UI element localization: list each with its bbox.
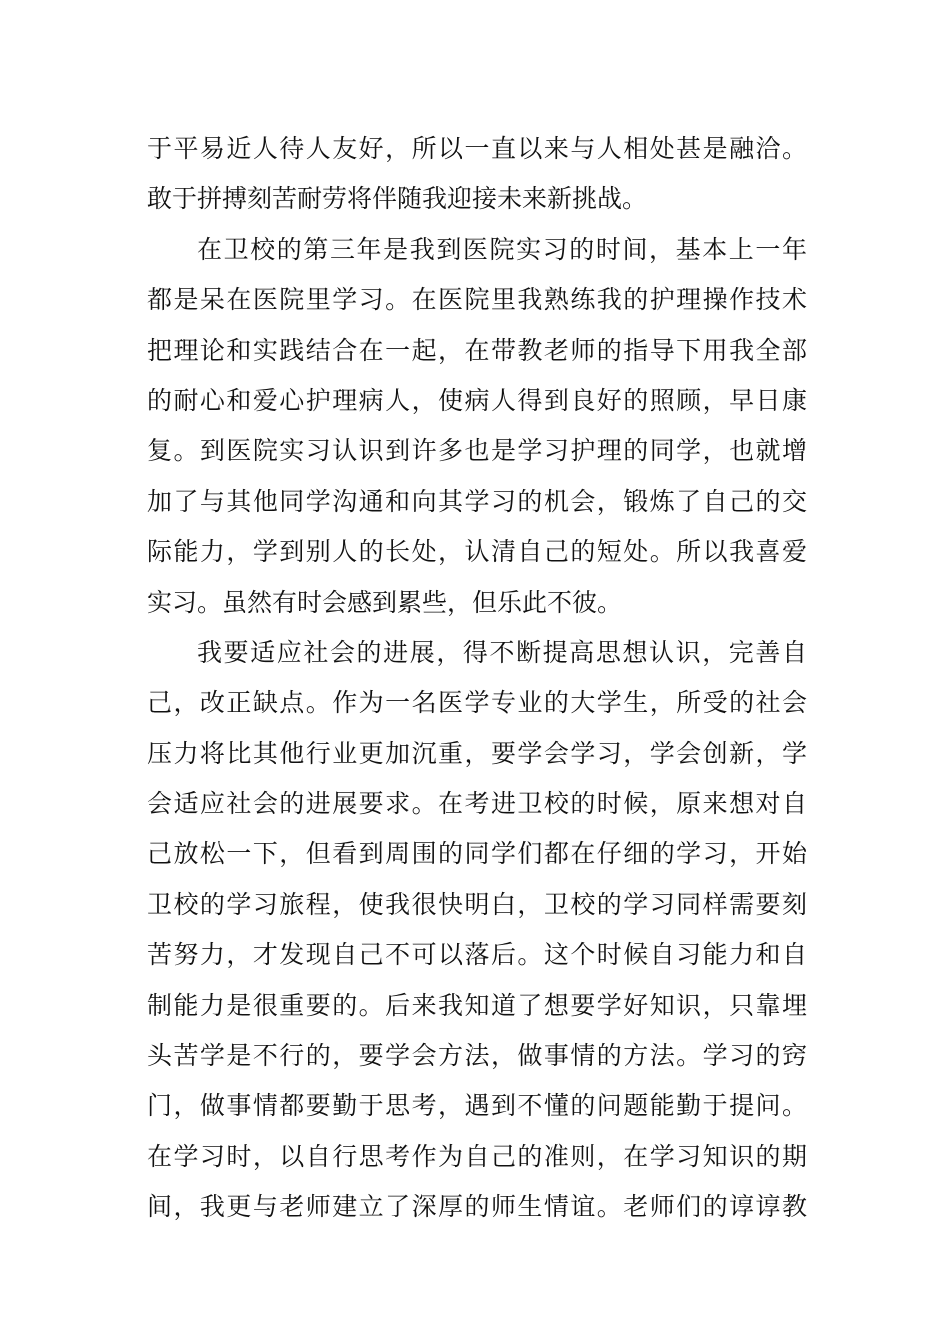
- paragraph-first-line: 我要适应社会的进展，得不断提高思想认识，完善自: [197, 637, 807, 667]
- text-line: 会适应社会的进展要求。在考进卫校的时候，原来想对自: [147, 789, 807, 819]
- text-line: 于平易近人待人友好，所以一直以来与人相处甚是融洽。: [147, 134, 807, 163]
- text-line: 复。到医院实习认识到许多也是学习护理的同学，也就增: [147, 436, 807, 466]
- text-line: 际能力，学到别人的长处，认清自己的短处。所以我喜爱: [147, 537, 807, 567]
- text-line: 实习。虽然有时会感到累些，但乐此不彼。: [147, 587, 623, 617]
- text-line: 己放松一下，但看到周围的同学们都在仔细的学习，开始: [147, 839, 807, 869]
- paragraph-first-line: 在卫校的第三年是我到医院实习的时间，基本上一年: [197, 234, 807, 264]
- text-line: 头苦学是不行的，要学会方法，做事情的方法。学习的窍: [147, 1041, 807, 1071]
- text-line: 把理论和实践结合在一起，在带教老师的指导下用我全部: [147, 335, 807, 365]
- text-line: 门，做事情都要勤于思考，遇到不懂的问题能勤于提问。: [147, 1091, 807, 1121]
- text-line: 己，改正缺点。作为一名医学专业的大学生，所受的社会: [147, 688, 807, 718]
- text-line: 敢于拼搏刻苦耐劳将伴随我迎接未来新挑战。: [147, 184, 648, 214]
- text-line: 在学习时，以自行思考作为自己的准则，在学习知识的期: [147, 1141, 807, 1171]
- text-line: 都是呆在医院里学习。在医院里我熟练我的护理操作技术: [147, 285, 807, 315]
- text-line: 卫校的学习旅程，使我很快明白，卫校的学习同样需要刻: [147, 889, 807, 919]
- text-line: 的耐心和爱心护理病人，使病人得到良好的照顾，早日康: [147, 385, 807, 415]
- body-text: [147, 124, 807, 1233]
- text-line: 苦努力，才发现自己不可以落后。这个时候自习能力和自: [147, 940, 807, 970]
- text-line: 压力将比其他行业更加沉重，要学会学习，学会创新，学: [147, 738, 807, 768]
- text-line: 间，我更与老师建立了深厚的师生情谊。老师们的谆谆教: [147, 1192, 807, 1222]
- text-line: 制能力是很重要的。后来我知道了想要学好知识，只靠埋: [147, 990, 807, 1020]
- text-line: 加了与其他同学沟通和向其学习的机会，锻炼了自己的交: [147, 486, 807, 516]
